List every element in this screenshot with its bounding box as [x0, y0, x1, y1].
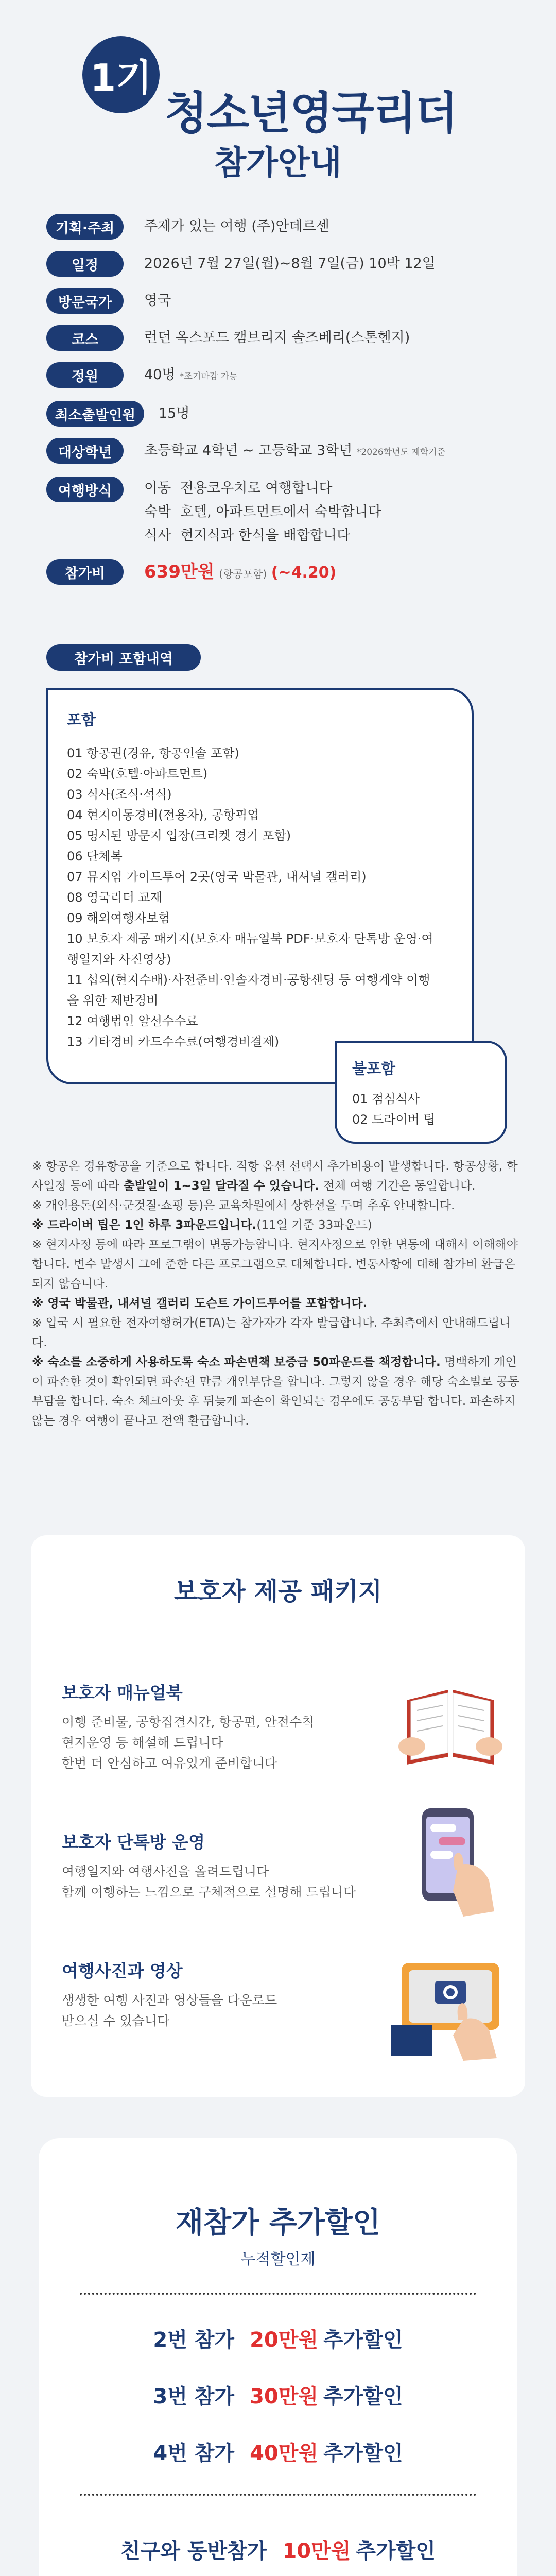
inclusions-title: 포함	[67, 711, 96, 728]
book-icon	[391, 1669, 510, 1772]
note: ※ 영국 박물관, 내셔널 갤러리 도슨트 가이드투어를 포함합니다.	[32, 1297, 368, 1310]
guardian-item-manual	[62, 1680, 381, 1774]
info-value: 영국	[144, 293, 171, 309]
discount-label: 2번 참가	[153, 2328, 235, 2352]
note-text: 전체 여행 기간은 동일합니다.	[319, 1179, 476, 1193]
fee-note: (항공포함)	[219, 568, 267, 580]
guardian-item-desc: 현지운영 등 해설해 드립니다	[62, 1735, 223, 1750]
list-item: 08 영국리더 교재	[67, 890, 162, 905]
discount-suffix: 추가할인	[323, 2328, 403, 2352]
note	[32, 1352, 526, 1431]
guardian-item-desc: 생생한 여행 사진과 영상들을 다운로드	[62, 1993, 277, 2008]
info-label: 방문국가	[46, 288, 124, 314]
info-row-capacity	[46, 362, 520, 389]
note: ※ 현지사정 등에 따라 프로그램이 변동가능합니다. 현지사정으로 인한 변동에 대해서 이해해야 합니다. 변수 발생시 그에 준한 다른 프로그램으로 대체합니다. 변동사항에 대해 참가비 환급은 되지 않습니다.	[32, 1238, 518, 1291]
divider	[80, 2494, 476, 2496]
info-row-country	[46, 288, 520, 314]
phone-chat-icon	[402, 1803, 505, 1922]
method-line	[144, 477, 381, 500]
list-item: 01 점심식사	[352, 1092, 420, 1106]
discount-suffix: 추가할인	[356, 2539, 436, 2563]
guardian-item-desc: 여행 준비물, 공항집결시간, 항공편, 안전수칙	[62, 1715, 315, 1730]
discount-amount: 20만원	[250, 2328, 319, 2352]
guardian-item-media	[62, 1958, 381, 2031]
capacity-value: 40명	[144, 367, 176, 383]
info-row-method	[46, 477, 520, 548]
method-line	[144, 524, 381, 548]
method-list	[144, 477, 381, 548]
info-value: 15명	[159, 405, 190, 421]
info-value	[144, 362, 237, 389]
info-row-min-departure	[46, 401, 520, 427]
note-bold: ※ 드라이버 팁은 1인 하루 3파운드입니다.	[32, 1218, 257, 1232]
inclusions-header: 참가비 포함내역	[46, 644, 201, 671]
note	[32, 1215, 526, 1235]
info-label: 참가비	[46, 559, 124, 585]
fee-period: (~4.20)	[271, 564, 337, 582]
fee-price: 639만원	[144, 562, 215, 582]
list-item: 04 현지이동경비(전용차), 공항픽업	[67, 808, 259, 822]
note-bold: 출발일이 1~3일 달라질 수 있습니다.	[123, 1179, 320, 1193]
method-value: 호텔, 아파트먼트에서 숙박합니다	[180, 504, 381, 520]
list-item: 06 단체복	[67, 849, 123, 863]
info-label: 최소출발인원	[46, 401, 144, 427]
info-row-grade	[46, 438, 520, 465]
guardian-title: 보호자 제공 패키지	[173, 1577, 383, 1606]
guardian-item-desc: 함께 여행하는 느낌으로 구체적으로 설명해 드립니다	[62, 1885, 356, 1900]
inclusions-box	[46, 688, 474, 1084]
info-section	[46, 214, 520, 598]
method-value: 전용코우치로 여행합니다	[180, 480, 333, 496]
inclusions-list	[67, 743, 453, 1052]
list-item: 02 드라이버 팁	[352, 1112, 436, 1127]
generation-badge: 1기	[82, 36, 160, 113]
info-row-schedule	[46, 251, 520, 277]
list-item: 09 해외여행자보험	[67, 911, 170, 925]
discount-label: 친구와 동반참가	[120, 2539, 267, 2563]
info-label: 기획·주최	[46, 214, 124, 240]
info-label: 여행방식	[46, 477, 124, 502]
guardian-item-title: 보호자 단톡방 운영	[62, 1832, 205, 1852]
info-label: 대상학년	[46, 438, 124, 464]
guardian-package	[31, 1535, 525, 2097]
discount-section	[39, 2138, 517, 2576]
guardian-item-desc: 받으실 수 있습니다	[62, 2013, 170, 2028]
discount-label: 4번 참가	[153, 2442, 235, 2465]
note: ※ 입국 시 필요한 전자여행허가(ETA)는 참가자가 각자 발급합니다. 추최측에서 안내해드립니다.	[32, 1316, 511, 1349]
discount-amount: 10만원	[282, 2539, 351, 2563]
exclusions-title: 불포함	[352, 1060, 396, 1077]
guardian-item-desc: 한번 더 안심하고 여유있게 준비합니다	[62, 1756, 277, 1771]
hero-title: 청소년영국리더	[165, 88, 457, 139]
discount-row	[39, 2324, 517, 2353]
note-text: 명백하게 개인이 파손한 것이 확인되면 파손된 만큼 개인부담을 합니다. 그렇지 않을 경우 해당 숙소별로 공동부담을 합니다. 숙소 체크아웃 후 뒤늦게 파손이 확인되는 경우에도 공동부담 합니다. 파손하지 않는 경우 여행이 끝나고 전액 환급합니다.	[32, 1355, 519, 1428]
list-item: 05 명시된 방문지 입장(크리켓 경기 포함)	[67, 828, 291, 843]
exclusions-list	[352, 1089, 490, 1130]
divider	[80, 2293, 476, 2295]
info-row-host	[46, 214, 520, 240]
capacity-note: *조기마감 가능	[180, 371, 238, 382]
note-text: (11일 기준 33파운드)	[256, 1218, 372, 1232]
info-label: 일정	[46, 251, 124, 277]
method-key: 이동	[144, 480, 171, 496]
hero-subtitle: 참가안내	[214, 144, 342, 182]
note-text: ※ 항공은 경유항공을 기준으로 합니다. 직항 옵션 선택시 추가비용이 발생합니다. 항공상황, 학사일정 등에 따라	[32, 1160, 518, 1193]
discount-row	[39, 2437, 517, 2466]
info-row-fee	[46, 559, 520, 587]
exclusions-box	[335, 1041, 507, 1144]
discount-suffix: 추가할인	[323, 2442, 403, 2465]
info-value	[144, 438, 445, 465]
info-value: 런던 옥스포드 캠브리지 솔즈베리(스톤헨지)	[144, 330, 410, 346]
method-value: 현지식과 한식을 배합합니다	[180, 528, 351, 544]
list-item: 11 섭외(현지수배)·사전준비·인솔자경비·공항샌딩 등 여행계약 이행을 위한 제반경비	[67, 973, 430, 1008]
info-value: 2026년 7월 27일(월)~8월 7일(금) 10박 12일	[144, 256, 436, 272]
list-item: 12 여행법인 알선수수료	[67, 1014, 198, 1028]
info-label: 정원	[46, 362, 124, 388]
discount-row-friend	[39, 2535, 517, 2564]
note: ※ 개인용돈(외식·군것질·쇼핑 등)은 교육차원에서 상한선을 두며 추후 안내합니다.	[32, 1199, 455, 1212]
guardian-item-title: 보호자 매뉴얼북	[62, 1683, 183, 1703]
method-line	[144, 500, 381, 524]
list-item: 13 기타경비 카드수수료(여행경비결제)	[67, 1035, 280, 1049]
method-key: 숙박	[144, 504, 171, 520]
grade-note: *2026학년도 재학기준	[356, 447, 446, 457]
info-value: 주제가 있는 여행 (주)안데르센	[144, 218, 329, 234]
list-item: 03 식사(조식·석식)	[67, 787, 172, 802]
guardian-item-desc: 여행일지와 여행사진을 올려드립니다	[62, 1864, 269, 1879]
guardian-item-title: 여행사진과 영상	[62, 1961, 183, 1981]
note-bold: ※ 숙소를 소중하게 사용하도록 숙소 파손면책 보증금 50파운드를 책정합니다.	[32, 1355, 441, 1369]
guardian-item-chat	[62, 1829, 381, 1903]
discount-title: 재참가 추가할인	[175, 2206, 381, 2240]
info-label: 코스	[46, 325, 124, 351]
method-key: 식사	[144, 528, 171, 544]
discount-amount: 30만원	[250, 2385, 319, 2409]
note	[32, 1157, 526, 1196]
list-item: 01 항공권(경유, 항공인솔 포함)	[67, 746, 239, 760]
discount-amount: 40만원	[250, 2442, 319, 2465]
grade-value: 초등학교 4학년 ~ 고등학교 3학년	[144, 443, 353, 459]
discount-label: 3번 참가	[153, 2385, 235, 2409]
camera-photo-icon	[386, 1942, 515, 2061]
list-item: 10 보호자 제공 패키지(보호자 매뉴얼북 PDF·보호자 단톡방 운영·여행일지와 사진영상)	[67, 931, 433, 967]
list-item: 07 뮤지엄 가이드투어 2곳(영국 박물관, 내셔널 갤러리)	[67, 870, 367, 884]
discount-suffix: 추가할인	[323, 2385, 403, 2409]
notes-section	[32, 1157, 526, 1431]
discount-subtitle: 누적할인제	[240, 2250, 316, 2268]
discount-row	[39, 2380, 517, 2410]
list-item: 02 숙박(호텔·아파트먼트)	[67, 767, 208, 781]
hero	[0, 0, 556, 196]
info-value	[144, 559, 336, 587]
info-row-course	[46, 325, 520, 351]
